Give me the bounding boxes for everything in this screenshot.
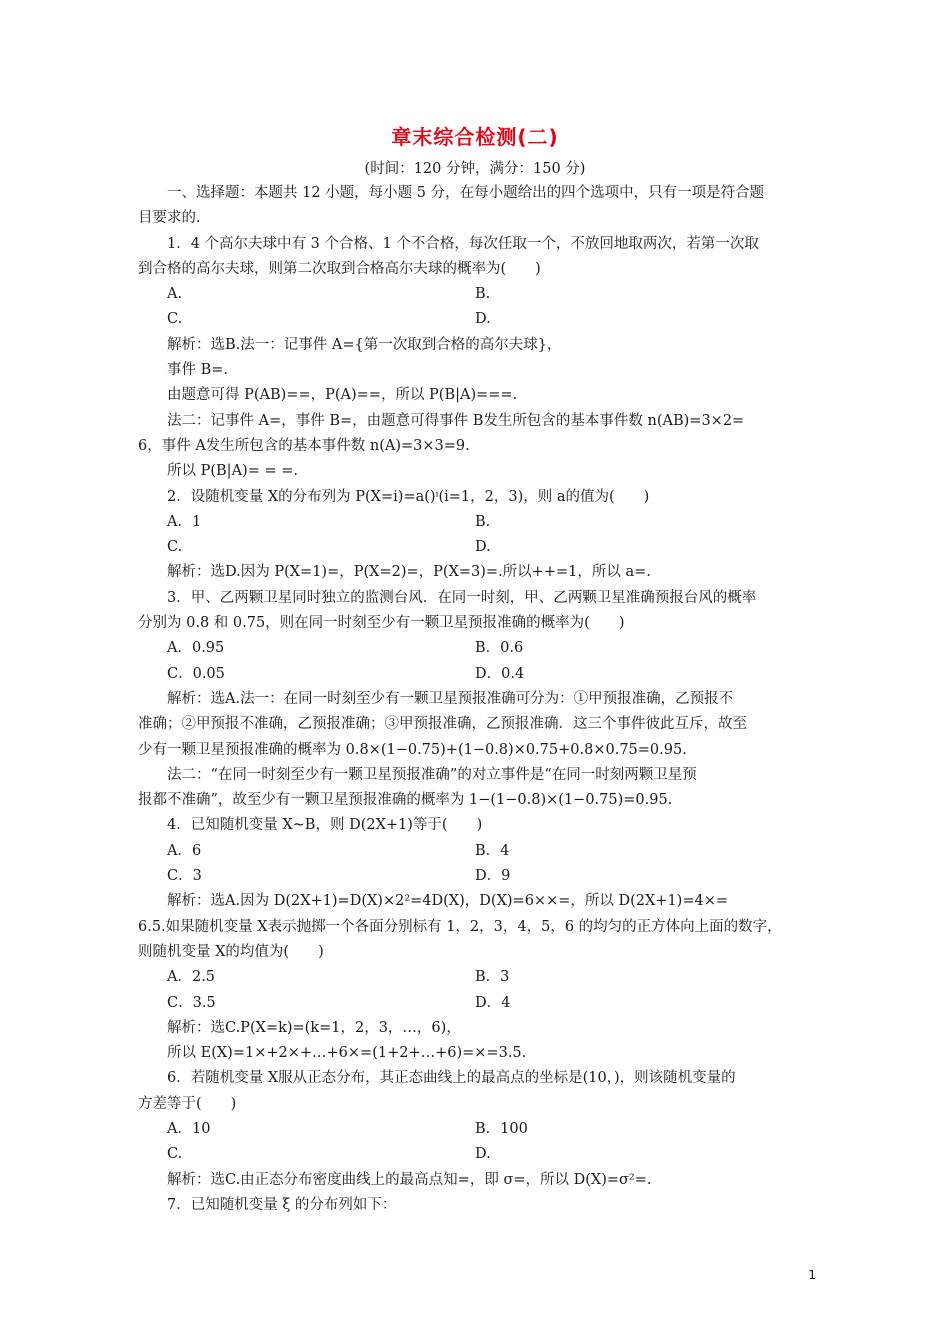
option-row [138, 991, 818, 1016]
text-line: 报都不准确”，故至少有一颗卫星预报准确的概率为 1−(1−0.8)×(1−0.75)=0.95. [138, 792, 673, 809]
text-line: 6.5.如果随机变量 X表示抛掷一个各面分别标有 1，2，3，4，5，6 的均匀的正方体向上面的数字， [138, 918, 782, 935]
text-line: 法二：“在同一时刻至少有一颗卫星预报准确”的对立事件是“在同一时刻两颗卫星预 [167, 766, 697, 783]
text-line: 所以 E(X)=1×+2×+…+6×=(1+2+…+6)=×=3.5. [167, 1045, 527, 1062]
text-line: 法二：记事件 A=，事件 B=，由题意可得事件 B发生所包含的基本事件数 n(AB)=3×2= [167, 412, 745, 429]
text-line: 事件 B=. [167, 362, 229, 379]
option-right: B．3 [475, 969, 510, 986]
page-title: 章末综合检测(二) [391, 125, 559, 149]
text-line: 解析：选B.法一：记事件 A={第一次取到合格的高尔夫球}， [167, 336, 562, 353]
option-right: D．9 [475, 868, 511, 885]
text-line: 目要求的. [138, 210, 201, 227]
text-line: 准确；②甲预报不准确，乙预报准确；③甲预报准确，乙预报准确．这三个事件彼此互斥，故至 [138, 716, 747, 733]
option-right: B. [475, 513, 491, 530]
text-line: 解析：选A.法一：在同一时刻至少有一颗卫星预报准确可分为：①甲预报准确，乙预报不 [167, 690, 734, 707]
text-line: 解析：选C.P(X=k)=(k=1，2，3，…，6)， [167, 1019, 461, 1036]
option-left: C. [167, 539, 183, 556]
option-left: C．3.5 [167, 994, 216, 1011]
option-left: C．3 [167, 868, 202, 885]
option-row [138, 510, 818, 535]
exam-info: (时间：120 分钟，满分：150 分) [364, 161, 586, 177]
option-row [138, 662, 818, 687]
text-line: 6．若随机变量 X服从正态分布，其正态曲线上的最高点的坐标是(10，)，则该随机变量的 [167, 1070, 736, 1087]
text-line: 所以 P(B|A)= = =. [167, 463, 298, 480]
option-row [138, 535, 818, 560]
option-row [138, 965, 818, 990]
option-right: B．4 [475, 842, 510, 859]
exam-content [138, 181, 818, 1218]
option-row [138, 636, 818, 661]
option-left: C．0.05 [167, 665, 225, 682]
option-row [138, 1117, 818, 1142]
option-row [138, 282, 818, 307]
text-line: 则随机变量 X的均值为( ) [138, 943, 324, 960]
text-line: 1．4 个高尔夫球中有 3 个合格、1 个不合格，每次任取一个，不放回地取两次，若第一次取 [167, 235, 759, 252]
text-line: 4．已知随机变量 X~B，则 D(2X+1)等于( ) [167, 817, 483, 834]
text-line: 分别为 0.8 和 0.75，则在同一时刻至少有一颗卫星预报准确的概率为( ) [138, 615, 625, 632]
option-left: A．1 [167, 513, 202, 530]
option-left: A．10 [167, 1120, 211, 1137]
option-right: B．100 [475, 1120, 528, 1137]
option-row [138, 864, 818, 889]
text-line: 2．设随机变量 X的分布列为 P(X=i)=a()ⁱ(i=1，2，3)，则 a的值为( ) [167, 488, 650, 505]
page-number: 1 [808, 1268, 816, 1282]
option-row [138, 307, 818, 332]
text-line: 7．已知随机变量 ξ 的分布列如下： [167, 1196, 397, 1213]
option-left: C. [167, 1146, 183, 1163]
option-right: D. [475, 539, 491, 556]
option-left: A．0.95 [167, 640, 225, 657]
option-right: D．0.4 [475, 665, 525, 682]
option-right: D. [475, 1146, 491, 1163]
option-row [138, 1142, 818, 1167]
text-line: 由题意可得 P(AB)==，P(A)==，所以 P(B|A)===. [167, 387, 518, 404]
option-right: D．4 [475, 994, 511, 1011]
option-right: B. [475, 286, 491, 303]
text-line: 方差等于( ) [138, 1095, 237, 1112]
text-line: 6，事件 A发生所包含的基本事件数 n(A)=3×3=9. [138, 437, 470, 454]
option-row [138, 839, 818, 864]
option-left: C. [167, 311, 183, 328]
text-line: 到合格的高尔夫球，则第二次取到合格高尔夫球的概率为( ) [138, 260, 541, 277]
option-right: D. [475, 311, 491, 328]
option-right: B．0.6 [475, 640, 524, 657]
option-left: A．6 [167, 842, 202, 859]
text-line: 少有一颗卫星预报准确的概率为 0.8×(1−0.75)+(1−0.8)×0.75+0.8×0.75=0.95. [138, 741, 687, 758]
text-line: 3．甲、乙两颗卫星同时独立的监测台风．在同一时刻，甲、乙两颗卫星准确预报台风的概率 [167, 589, 757, 606]
option-left: A．2.5 [167, 969, 216, 986]
option-left: A. [167, 286, 183, 303]
text-line: 解析：选C.由正态分布密度曲线上的最高点知=，即 σ=，所以 D(X)=σ²=. [167, 1171, 652, 1188]
text-line: 一、选择题：本题共 12 小题，每小题 5 分，在每小题给出的四个选项中，只有一项是符合题 [167, 185, 765, 201]
text-line: 解析：选D.因为 P(X=1)=，P(X=2)=，P(X=3)=.所以++=1，所以 a=. [167, 564, 651, 581]
text-line: 解析：选A.因为 D(2X+1)=D(X)×2²=4D(X)，D(X)=6××=，所以 D(2X+1)=4×= [167, 893, 729, 910]
